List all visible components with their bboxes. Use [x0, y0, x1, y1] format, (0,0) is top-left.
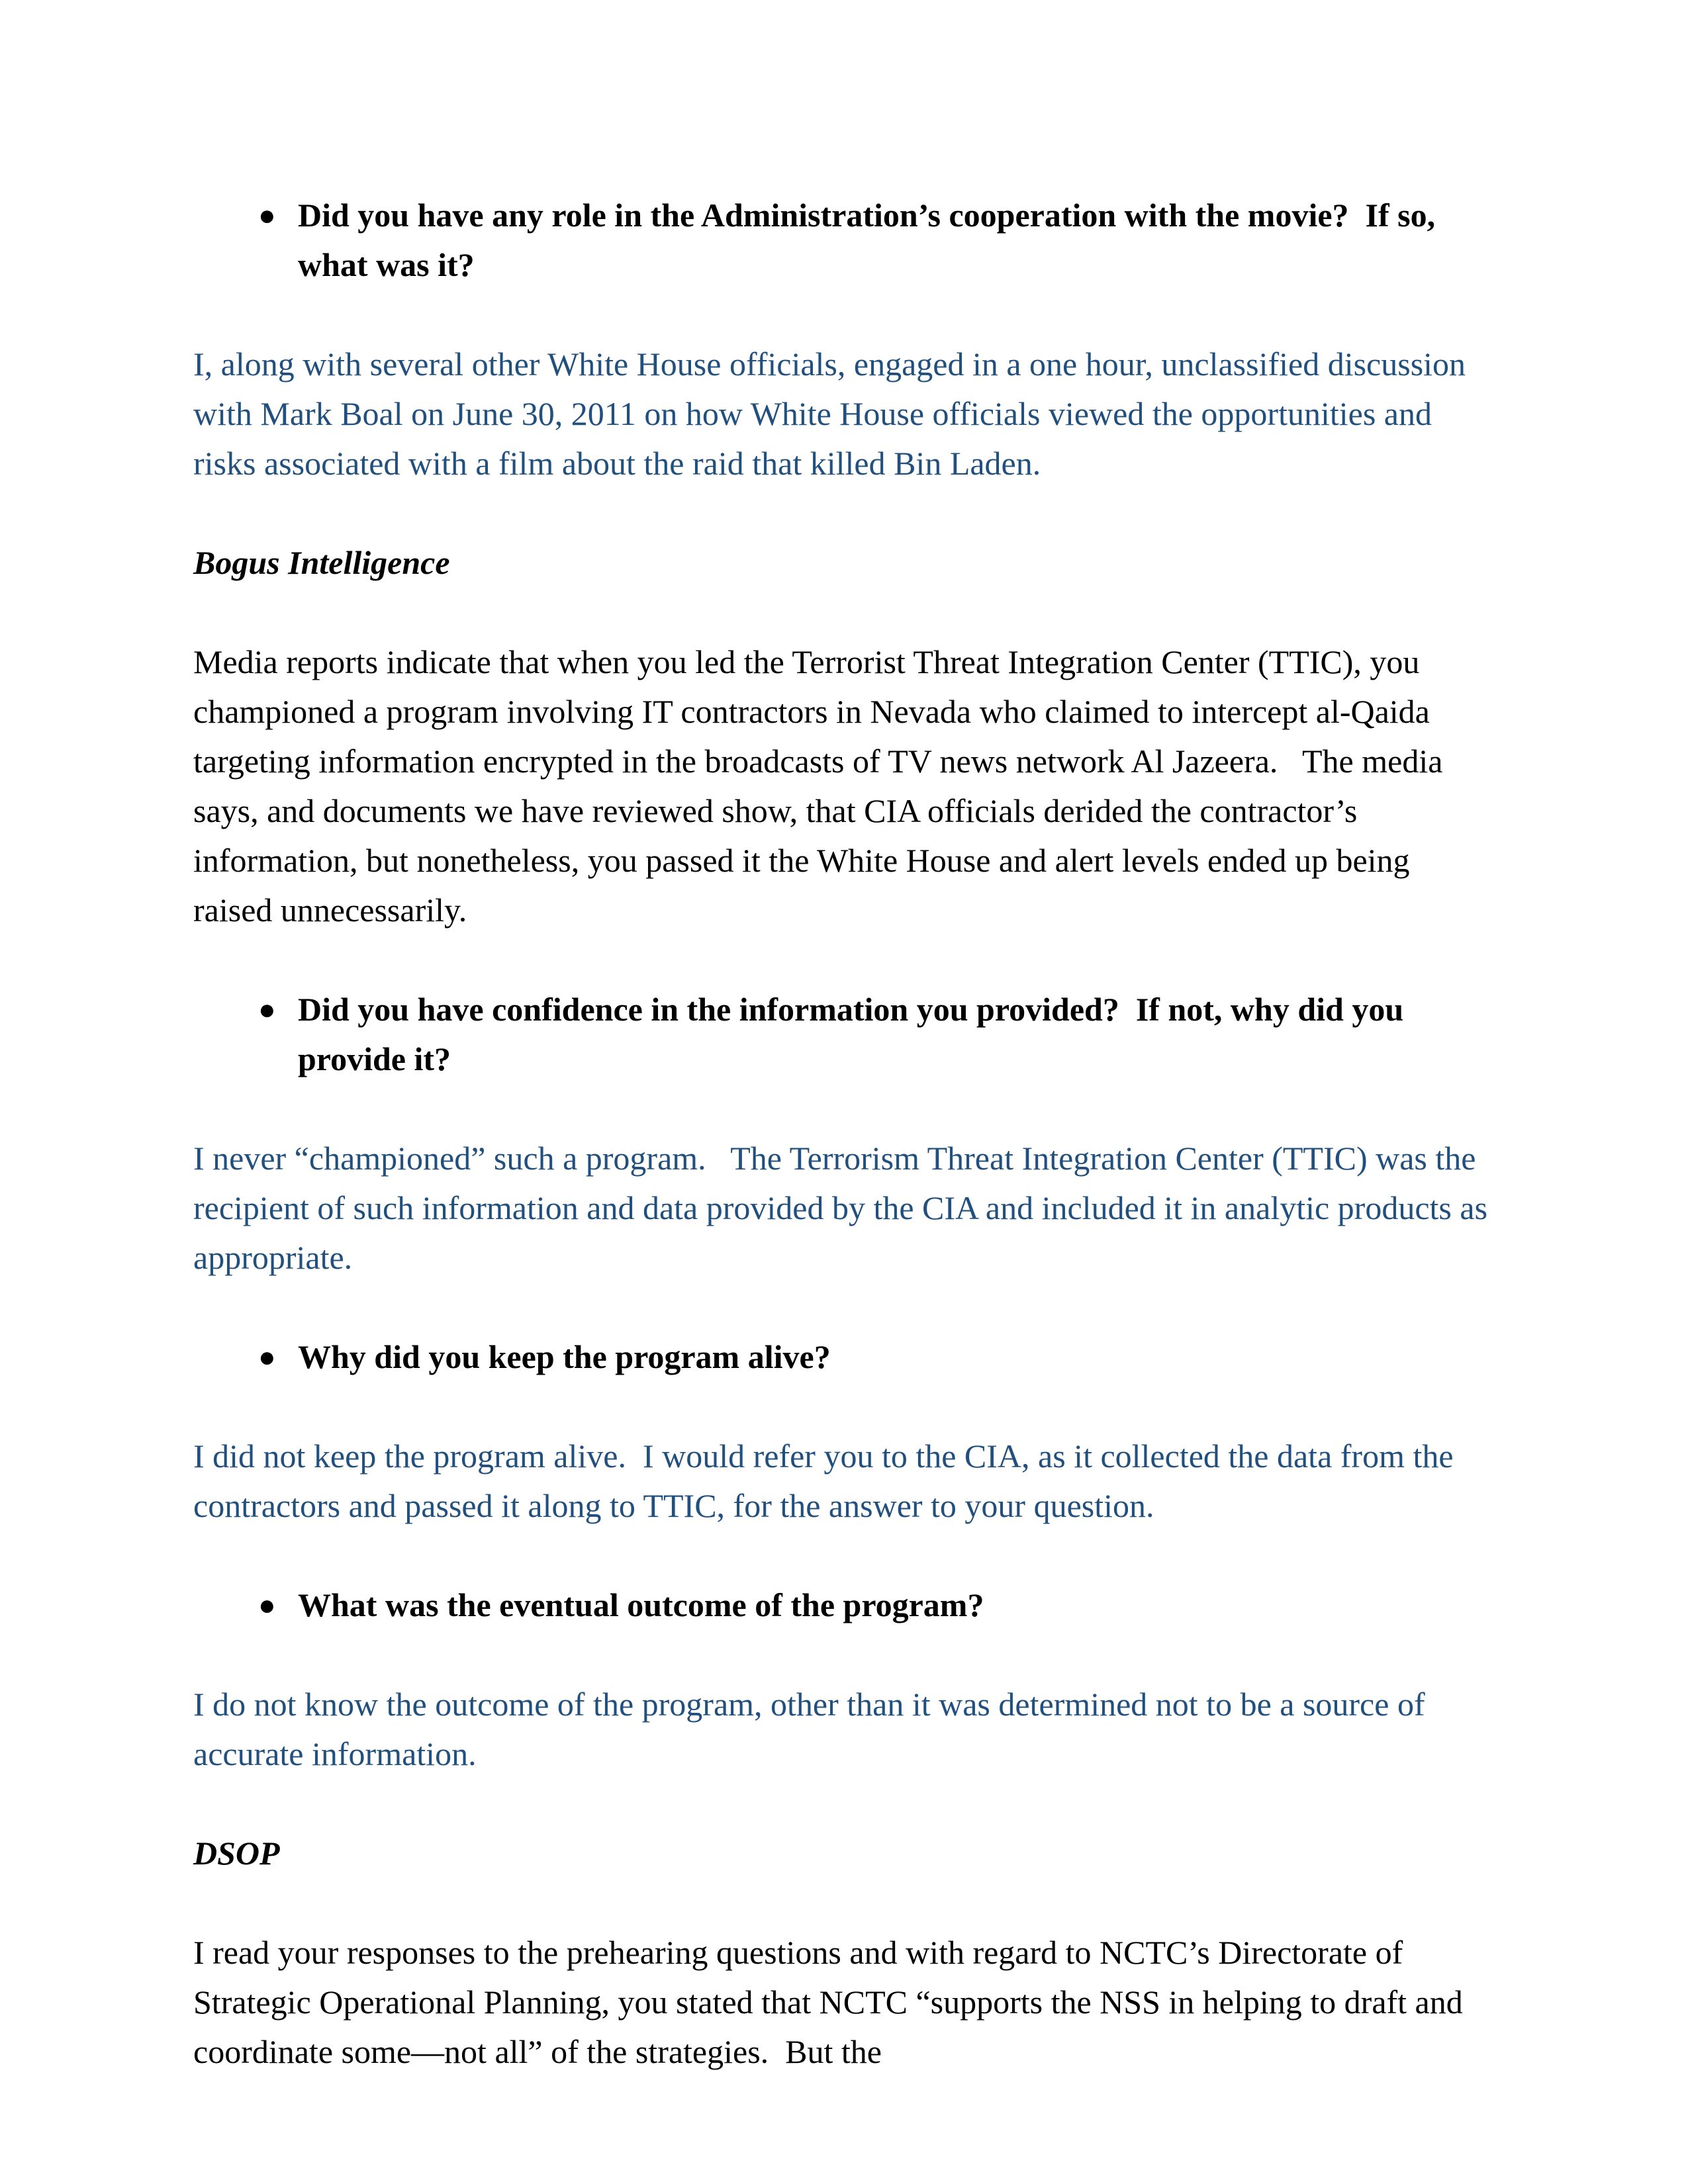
answer-paragraph: I, along with several other White House officials, engaged in a one hour, unclassified discussion with Mark Boal on June 30, 2011 on how White House officials viewed the opportunities and risks associated with a film about the raid that killed Bin Laden. — [193, 345, 1474, 482]
question-text: Why did you keep the program alive? — [298, 1338, 831, 1375]
question-bullet — [193, 985, 1489, 1084]
section-heading: Bogus Intelligence — [193, 544, 450, 581]
bullet-icon: ● — [258, 1589, 276, 1621]
question-text: Did you have any role in the Administration’s cooperation with the movie? If so, what was it? — [298, 197, 1444, 283]
bullet-icon: ● — [258, 199, 276, 232]
question-bullet — [193, 1580, 1489, 1630]
answer-paragraph: I did not keep the program alive. I would refer you to the CIA, as it collected the data from the contractors and passed it along to TTIC, for the answer to your question. — [193, 1437, 1462, 1524]
bullet-icon: ● — [258, 993, 276, 1026]
question-bullet — [193, 1332, 1489, 1382]
question-text: Did you have confidence in the information you provided? If not, why did you provide it? — [298, 991, 1412, 1077]
answer-paragraph: I do not know the outcome of the program, other than it was determined not to be a source of accurate information. — [193, 1686, 1434, 1772]
bullet-icon: ● — [258, 1341, 276, 1373]
question-text: What was the eventual outcome of the program? — [298, 1586, 984, 1623]
section-heading: DSOP — [193, 1835, 280, 1872]
answer-paragraph: I never “championed” such a program. The Terrorism Threat Integration Center (TTIC) was the recipient of such information and data provided by the CIA and included it in analytic products as appropriate. — [193, 1140, 1496, 1276]
body-paragraph: I read your responses to the prehearing questions and with regard to NCTC’s Directorate of Strategic Operational Planning, you stated that NCTC “supports the NSS in helping to draft and coordinate some—not all” of the strategies. But the — [193, 1934, 1472, 2070]
body-paragraph: Media reports indicate that when you led the Terrorist Threat Integration Center (TTIC), you championed a program involving IT contractors in Nevada who claimed to intercept al-Qaida targeting information encrypted in the broadcasts of TV news network Al Jazeera. The media says, and documents we have reviewed show, that CIA officials derided the contractor’s information, but nonetheless, you passed it the White House and alert levels ended up being raised unnecessarily. — [193, 643, 1451, 929]
question-bullet — [193, 191, 1489, 290]
